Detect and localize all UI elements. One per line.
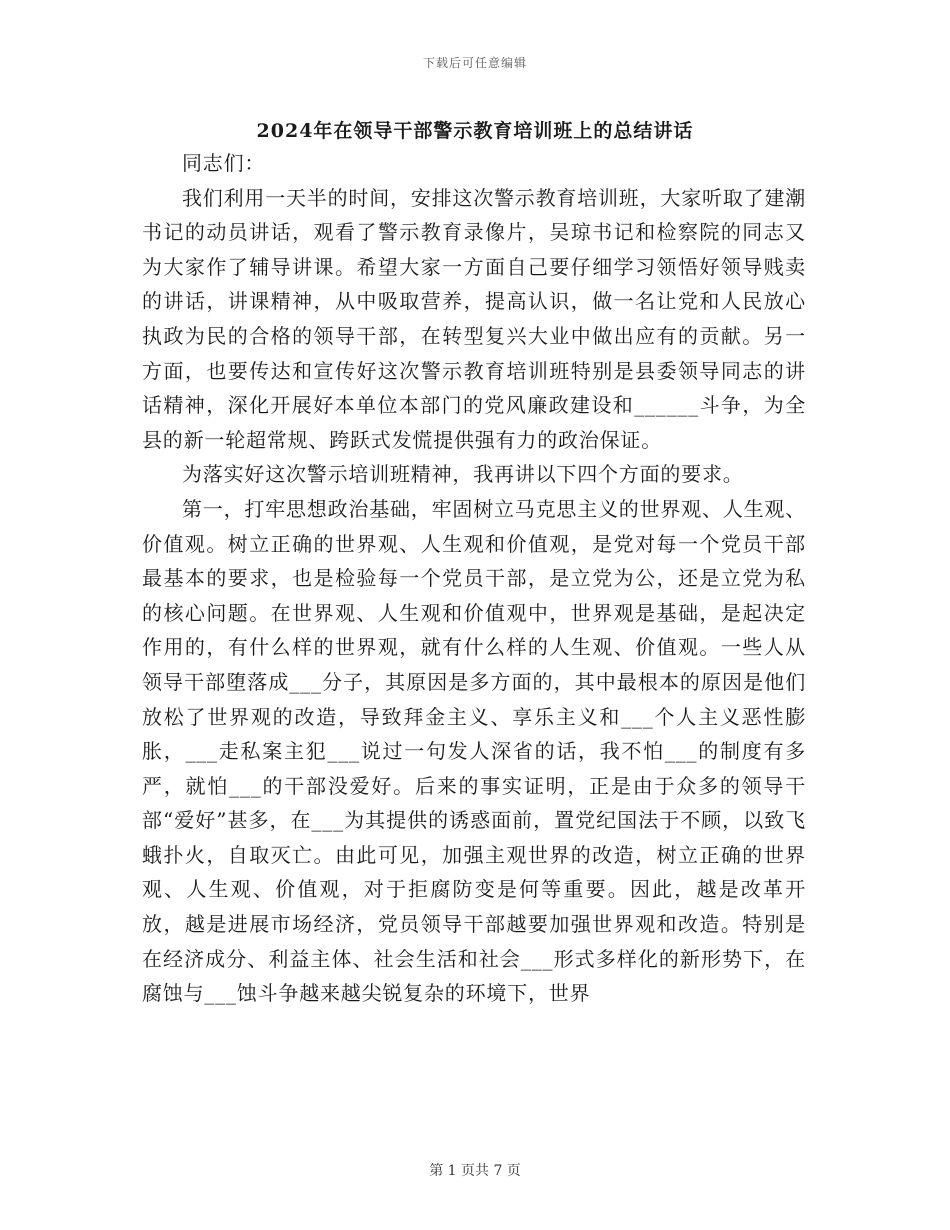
page-footer: 第 1 页共 7 页 (429, 1163, 521, 1179)
document-body (142, 146, 806, 1011)
body-paragraph: 我们利用一天半的时间，安排这次警示教育培训班，大家听取了建潮书记的动员讲话，观看了警示教育录像片，吴琼书记和检察院的同志又为大家作了辅导讲课。希望大家一方面自己要仔细学习领悟好领导贱卖的讲话，讲课精神，从中吸取营养，提高认识，做一名让党和人民放心执政为民的合格的领导干部，在转型复兴大业中做出应有的贡献。另一方面，也要传达和宣传好这次警示教育培训班特别是县委领导同志的讲话精神，深化开展好本单位本部门的党风廉政建设和______斗争，为全县的新一轮超常规、跨跃式发慌提供强有力的政治保证。 (142, 185, 806, 452)
document-title: 2024年在领导干部警示教育培训班上的总结讲话 (256, 120, 694, 142)
body-paragraph: 第一，打牢思想政治基础，牢固树立马克思主义的世界观、人生观、价值观。树立正确的世界观、人生观和价值观，是党对每一个党员干部最基本的要求，也是检验每一个党员干部，是立党为公，还是立党为私的核心问题。在世界观、人生观和价值观中，世界观是基础，是起决定作用的，有什么样的世界观，就有什么样的人生观、价值观。一些人从领导干部堕落成___分子，其原因是多方面的，其中最根本的原因是他们放松了世界观的改造，导致拜金主义、享乐主义和___个人主义恶性膨胀，___走私案主犯___说过一句发人深省的话，我不怕___的制度有多严，就怕___的干部没爱好。后来的事实证明，正是由于众多的领导干部“爱好”甚多，在___为其提供的诱惑面前，置党纪国法于不顾，以致飞蛾扑火，自取灭亡。由此可见，加强主观世界的改造，树立正确的世界观、人生观、价值观，对于拒腐防变是何等重要。因此，越是改革开放，越是进展市场经济，党员领导干部越要加强世界观和改造。特别是在经济成分、利益主体、社会生活和社会___形式多样化的新形势下，在腐蚀与___蚀斗争越来越尖锐复杂的环境下，世界 (142, 496, 806, 1006)
body-paragraph: 为落实好这次警示培训班精神，我再讲以下四个方面的要求。 (182, 462, 744, 487)
header-note: 下载后可任意编辑 (422, 56, 527, 70)
salutation-paragraph: 同志们： (182, 151, 266, 175)
